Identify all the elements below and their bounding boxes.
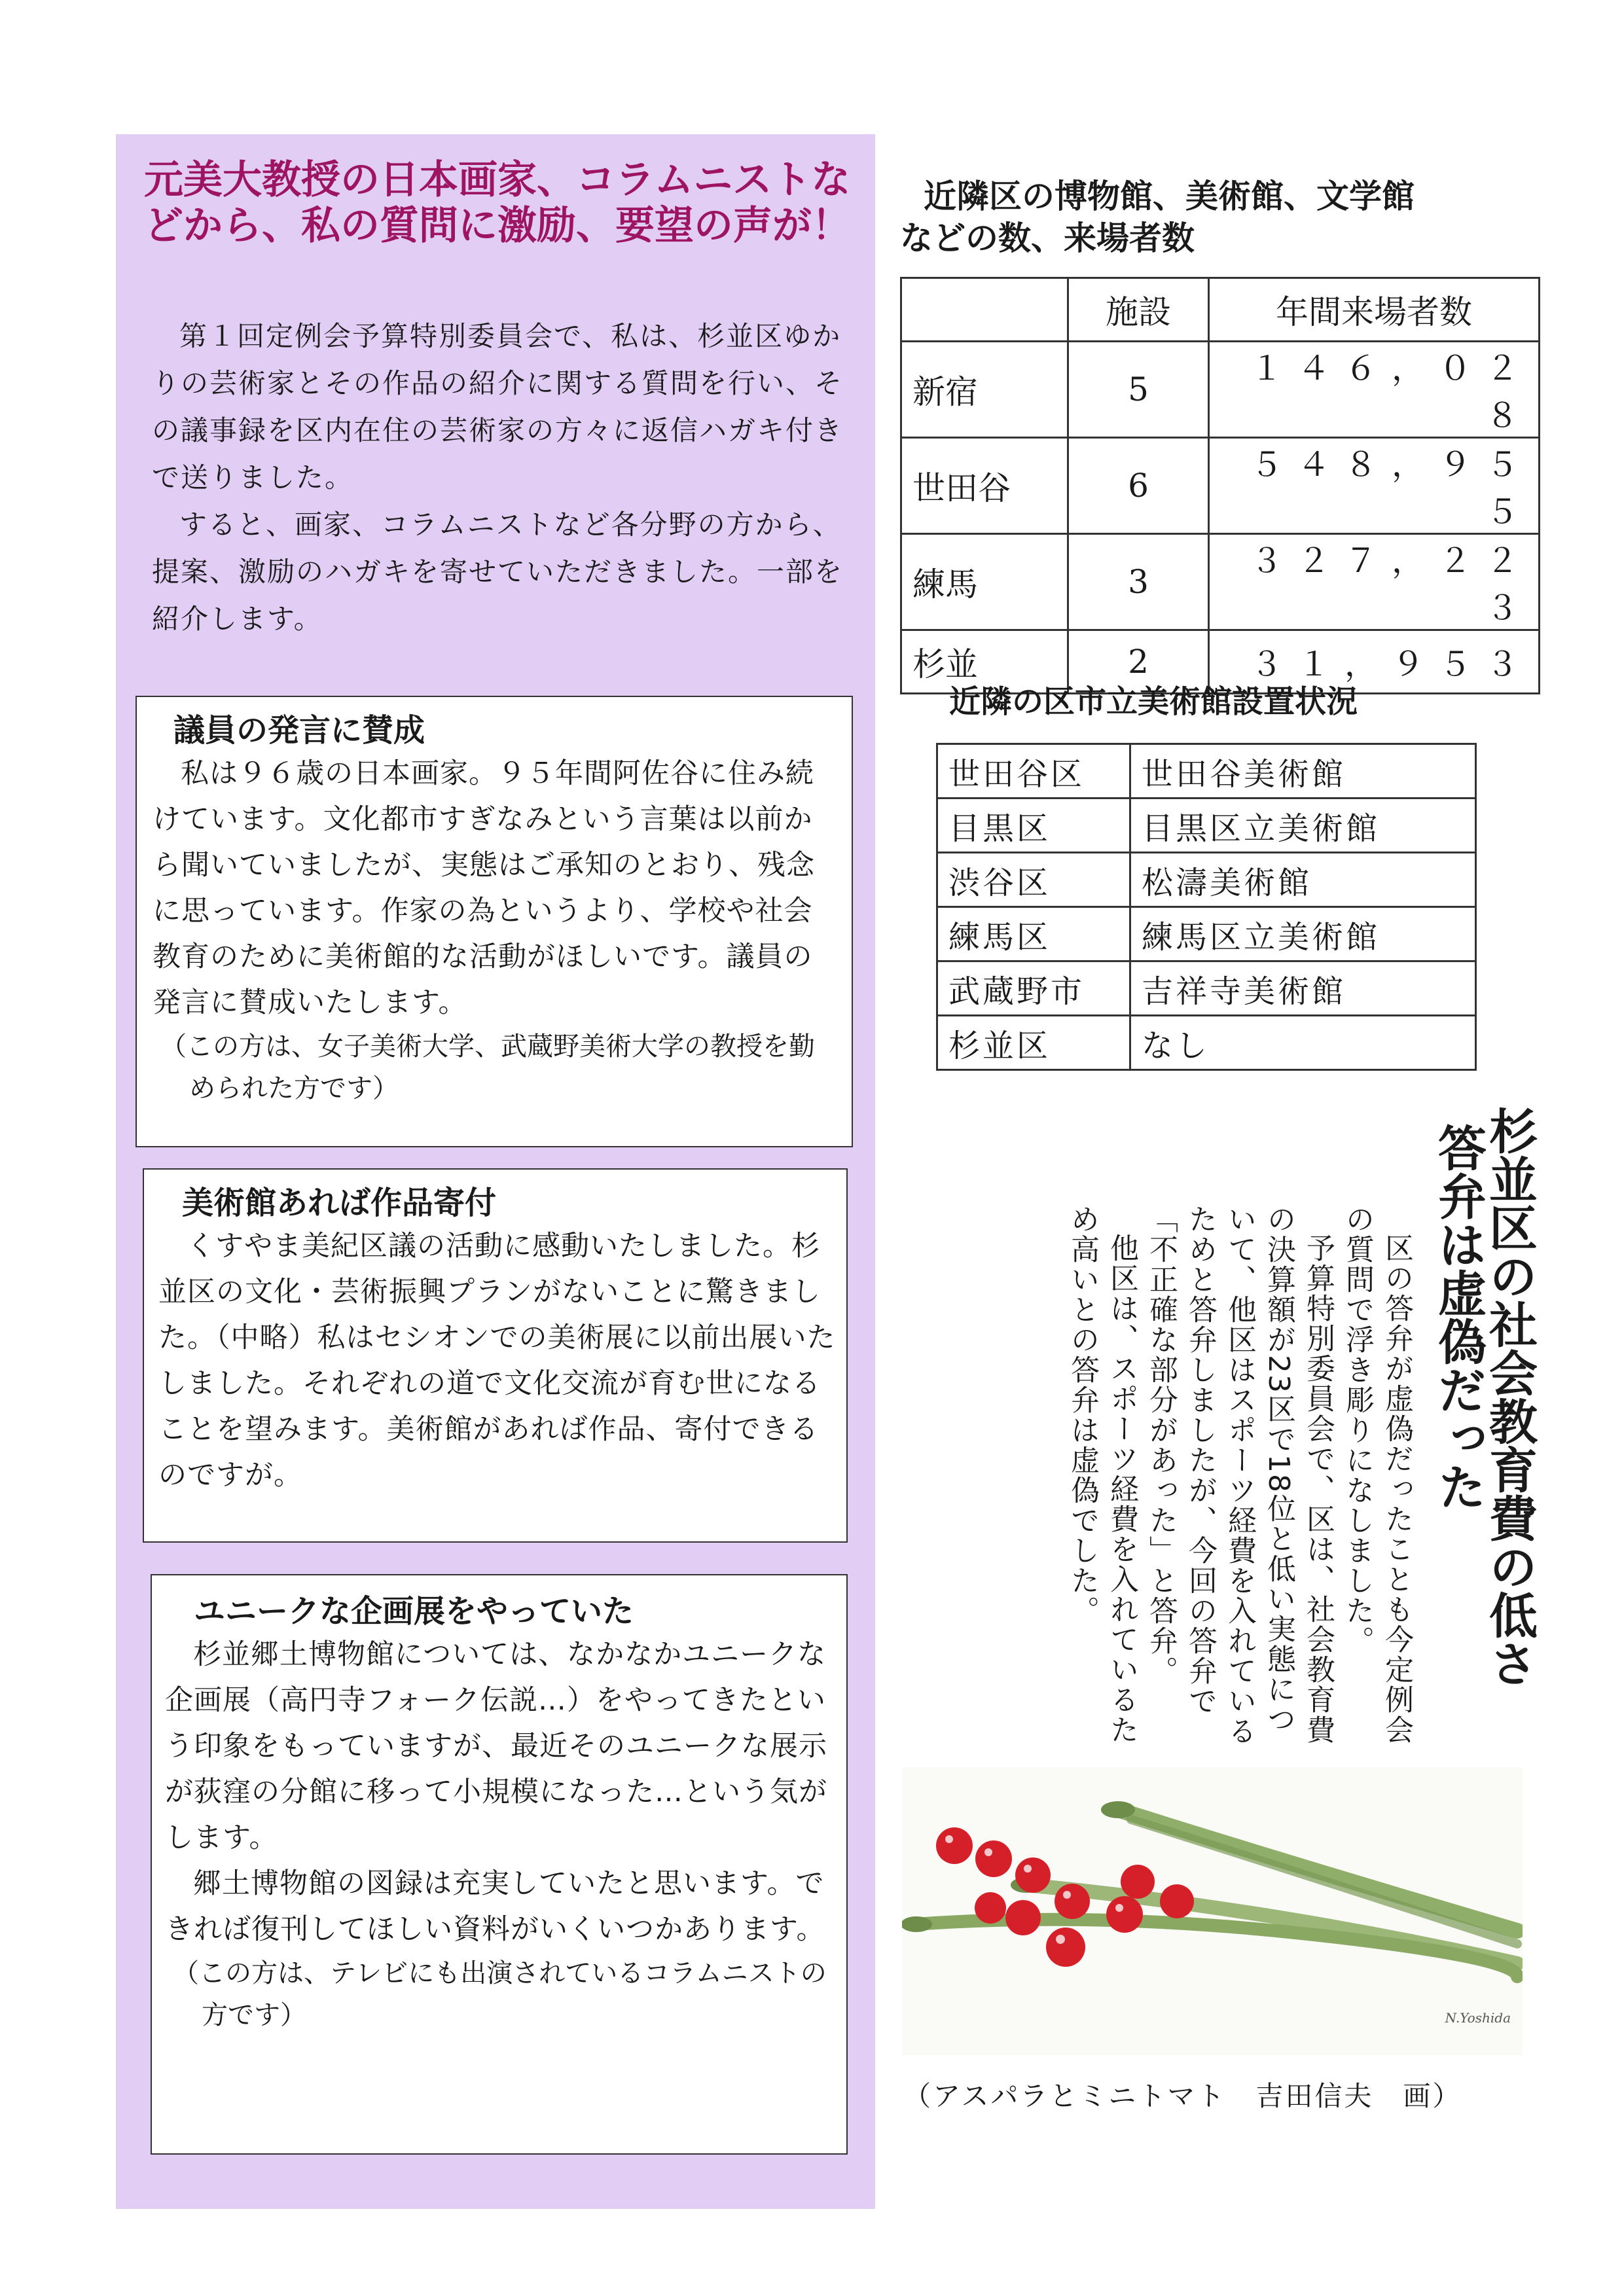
asparagus-tomato-painting xyxy=(902,1767,1523,2055)
letter-title: 議員の発言に賛成 xyxy=(173,712,425,749)
letter-body xyxy=(153,751,839,1026)
museum-visitors-table xyxy=(900,277,1540,694)
table-row xyxy=(937,1016,1476,1070)
art-table-title: 近隣の区市立美術館設置状況 xyxy=(949,683,1358,720)
vertical-paragraph: 区の答弁が虚偽だったことも今定例会の質問で浮き彫りになしました。 xyxy=(1341,1204,1413,1745)
vertical-article xyxy=(880,1106,1538,1761)
table-row xyxy=(937,798,1476,853)
vertical-title-line: 答弁は虚偽だった xyxy=(1430,1123,1487,1511)
table-header-row xyxy=(901,278,1540,342)
area-cell: 目黒区 xyxy=(937,798,1130,853)
table-row xyxy=(937,961,1476,1016)
table-header-cell: 年間来場者数 xyxy=(1209,278,1540,342)
table-row xyxy=(901,438,1540,534)
letter-box xyxy=(143,1168,848,1543)
facilities-cell: 5 xyxy=(1068,342,1209,438)
letter-paragraph: 郷土博物館の図録は充実していたと思います。できれば復刊してほしい資料がいくいつかあります。 xyxy=(165,1867,825,1946)
headline: 元美大教授の日本画家、コラムニストなどから、私の質問に激励、要望の声が！ xyxy=(144,157,851,249)
letter-note: （この方は、テレビにも出演されているコラムニストの方です） xyxy=(173,1958,827,2030)
visitors-cell: ３２７，２２３ xyxy=(1209,534,1540,630)
letter-paragraph: 私は９６歳の日本画家。９５年間阿佐谷に住み続けています。文化都市すぎなみという言葉は以前から聞いていましたが、実態はご承知のとおり、残念に思っています。作家の為というより、学校や社会教育のために美術館的な活動がほしいです。議員の発言に賛成いたします。 xyxy=(153,757,815,1019)
letter-paragraph: 杉並郷土博物館については、なかなかユニークな企画展（高円寺フォーク伝説…）をやってきたという印象をもっていますが、最近そのユニークな展示が荻窪の分館に移って小規模になった…という気がします。 xyxy=(165,1638,827,1854)
area-cell: 渋谷区 xyxy=(937,853,1130,907)
museum-cell: 練馬区立美術館 xyxy=(1130,907,1476,961)
area-cell: 武蔵野市 xyxy=(937,961,1130,1016)
visitors-cell: １４６，０２８ xyxy=(1209,342,1540,438)
facilities-cell: 6 xyxy=(1068,438,1209,534)
facilities-cell: 2 xyxy=(1068,630,1209,694)
area-cell: 練馬区 xyxy=(937,907,1130,961)
letter-note: （この方は、女子美術大学、武蔵野美術大学の教授を勤められた方です） xyxy=(160,1031,815,1103)
table-row xyxy=(901,534,1540,630)
table-row xyxy=(901,342,1540,438)
painting-caption: （アスパラとミニトマト 吉田信夫 画） xyxy=(903,2080,1462,2112)
museum-table-title-line: 近隣区の博物館、美術館、文学館 xyxy=(924,177,1415,215)
museum-cell: 松濤美術館 xyxy=(1130,853,1476,907)
ward-cell: 新宿 xyxy=(901,342,1068,438)
ward-cell: 杉並 xyxy=(901,630,1068,694)
museum-table-title xyxy=(900,175,1528,259)
vertical-article-body xyxy=(1062,1106,1416,1761)
museum-cell: 目黒区立美術館 xyxy=(1130,798,1476,853)
vertical-article-title xyxy=(1430,1106,1538,1761)
table-header-cell: 施設 xyxy=(1068,278,1209,342)
intro-paragraph: 第１回定例会予算特別委員会で、私は、杉並区ゆかりの芸術家とその作品の紹介に関する質問を行い、その議事録を区内在住の芸術家の方々に返信ハガキ付きで送りました。 xyxy=(152,320,844,493)
visitors-cell: ５４８，９５５ xyxy=(1209,438,1540,534)
letter-box xyxy=(135,696,853,1147)
letter-paragraph: くすやま美紀区議の活動に感動いたしました。杉並区の文化・芸術振興プランがないことに驚きました。（中略）私はセシオンでの美術展に以前出展いたしました。それぞれの道で文化交流が育む世になることを望みます。美術館があれば作品、寄付できるのですが。 xyxy=(158,1230,836,1492)
museum-cell: 吉祥寺美術館 xyxy=(1130,961,1476,1016)
museum-cell: 世田谷美術館 xyxy=(1130,744,1476,798)
area-cell: 杉並区 xyxy=(937,1016,1130,1070)
table-header-cell xyxy=(901,278,1068,342)
museum-cell: なし xyxy=(1130,1016,1476,1070)
letter-body xyxy=(165,1632,836,1952)
table-row xyxy=(937,744,1476,798)
intro-text xyxy=(152,313,852,643)
museum-table-title-line: などの数、来場者数 xyxy=(900,219,1195,257)
ward-cell: 練馬 xyxy=(901,534,1068,630)
table-row xyxy=(937,853,1476,907)
letter-title: ユニークな企画展をやっていた xyxy=(194,1593,634,1630)
letter-box xyxy=(151,1574,848,2155)
letter-title: 美術館あれば作品寄付 xyxy=(182,1185,497,1221)
vertical-paragraph: 他区は、スポーツ経費を入れているため高いとの答弁は虚偽でした。 xyxy=(1066,1204,1138,1745)
visitors-cell: ３１，９５３ xyxy=(1209,630,1540,694)
area-cell: 世田谷区 xyxy=(937,744,1130,798)
ward-cell: 世田谷 xyxy=(901,438,1068,534)
vertical-title-line: 杉並区の社会教育費の低さ xyxy=(1481,1106,1538,1687)
vertical-paragraph: 予算特別委員会で、区は、社会教育費の決算額が23区で18位と低い実態について、他区はスポーツ経費を入れているためと答弁しましたが、今回の答弁で「不正確な部分があった」と答弁。 xyxy=(1144,1204,1335,1746)
intro-paragraph: すると、画家、コラムニストなど各分野の方から、提案、激励のハガキを寄せていただきました。一部を紹介します。 xyxy=(152,509,844,635)
table-row xyxy=(937,907,1476,961)
facilities-cell: 3 xyxy=(1068,534,1209,630)
painting-signature: N.Yoshida xyxy=(1445,2010,1511,2026)
letter-body xyxy=(158,1223,836,1498)
art-museum-table xyxy=(936,743,1477,1071)
